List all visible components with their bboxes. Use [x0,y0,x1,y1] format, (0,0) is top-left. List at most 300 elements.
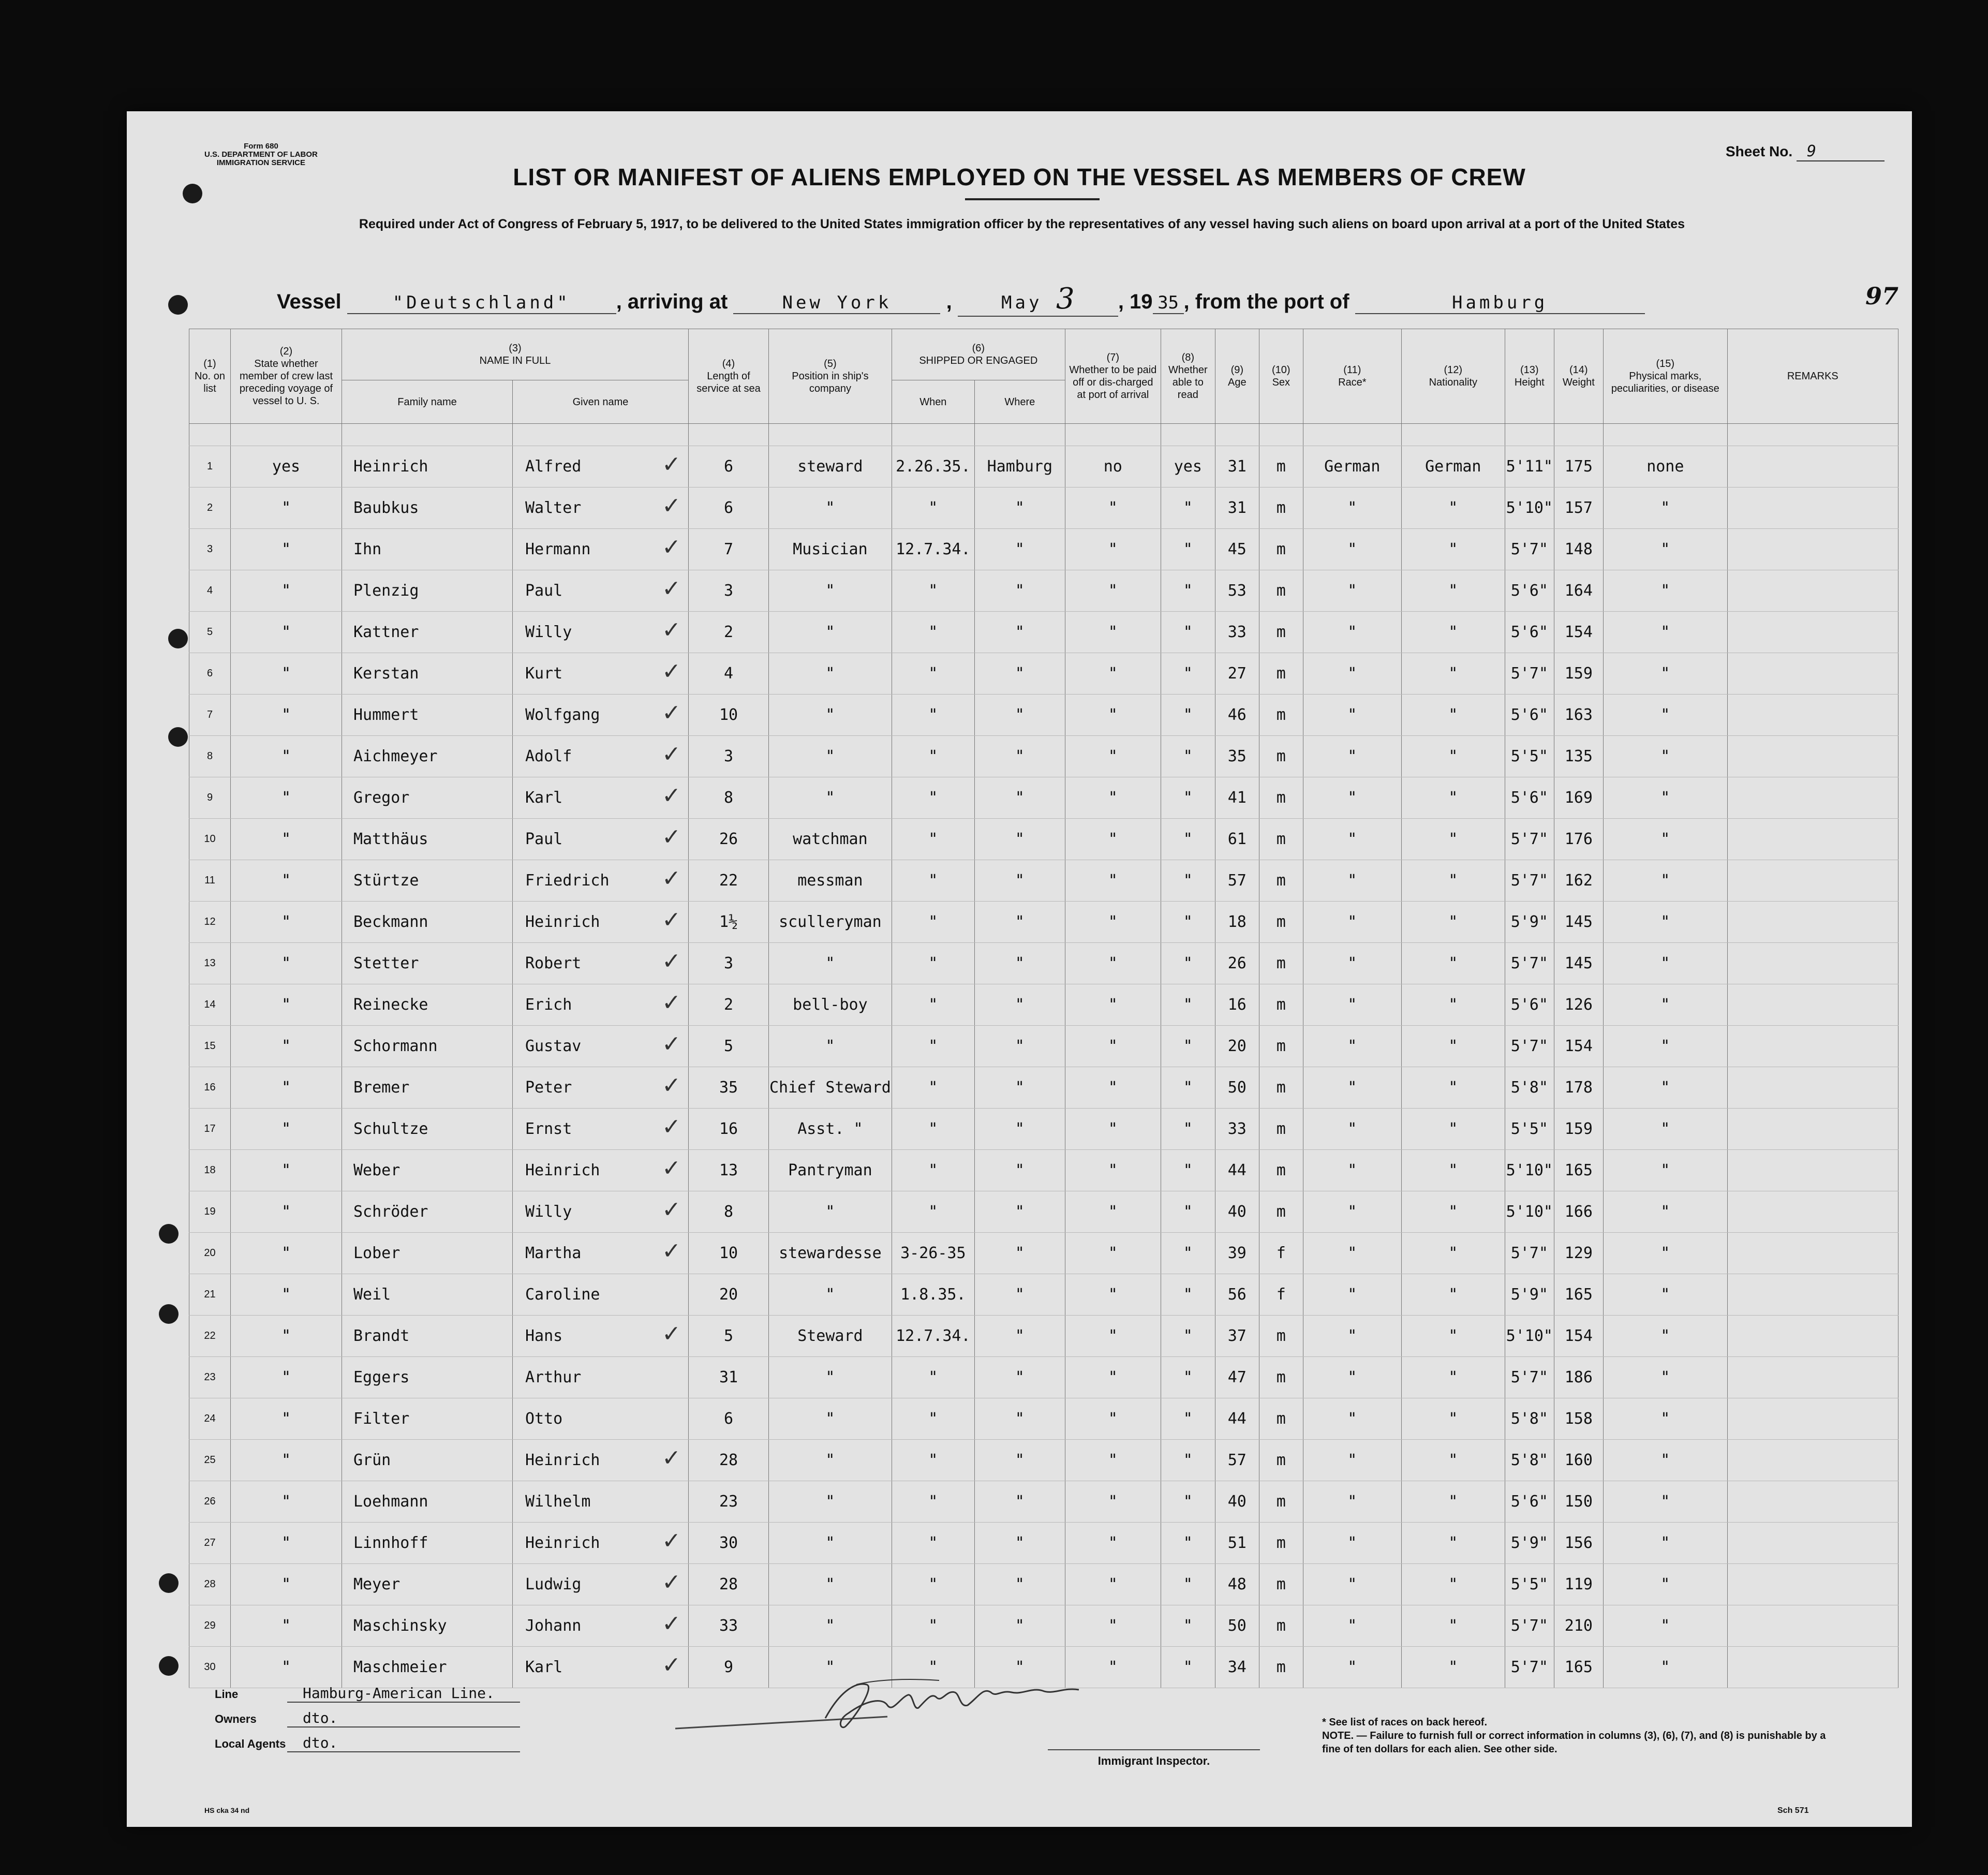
weight: 135 [1554,736,1603,777]
remarks [1727,1316,1898,1357]
col-header-where: Where [974,380,1065,424]
able-to-read: " [1161,1316,1215,1357]
given-name [513,1274,689,1316]
race-footnote: * See list of races on back hereof. [1322,1717,1488,1728]
height: 5'5" [1505,1109,1554,1150]
family-name: Schormann [342,1026,513,1067]
service-length: 22 [689,860,769,902]
table-row [189,1026,1898,1067]
check-mark: ✓ [662,824,681,850]
service-length: 7 [689,529,769,570]
given-name [513,860,689,902]
row-number: 28 [189,1564,231,1605]
race: " [1303,695,1401,736]
sex: m [1259,1150,1303,1191]
col-header-height: (13) Height [1505,329,1554,424]
nationality: " [1401,653,1505,695]
shipped-when: 12.7.34. [892,1316,974,1357]
departure-port: Hamburg [1355,292,1645,314]
able-to-read: " [1161,1233,1215,1274]
paid-off: " [1065,1564,1161,1605]
given-name-text: Willy [525,623,572,641]
inspector-label: Immigrant Inspector. [1097,1754,1210,1767]
shipped-where: " [974,1191,1065,1233]
shipped-when: " [892,612,974,653]
nationality: " [1401,1647,1505,1688]
age: 37 [1215,1316,1259,1357]
print-code: HS cka 34 nd [204,1806,250,1814]
shipped-when: " [892,1647,974,1688]
nationality: " [1401,1523,1505,1564]
shipped-where: " [974,529,1065,570]
header-row [189,329,1898,380]
check-mark: ✓ [662,865,681,892]
sex: m [1259,695,1303,736]
check-mark: ✓ [662,1238,681,1264]
given-name [513,1233,689,1274]
row-number: 13 [189,943,231,984]
given-name [513,1357,689,1398]
previous-voyage: " [231,902,342,943]
given-name-text: Robert [525,954,582,972]
owners-value: dto. [287,1709,520,1728]
check-mark: ✓ [662,575,681,602]
sex: m [1259,943,1303,984]
row-number: 30 [189,1647,231,1688]
physical-marks: " [1603,1274,1727,1316]
service-length: 1½ [689,902,769,943]
service-length: 28 [689,1440,769,1481]
given-name [513,819,689,860]
remarks [1727,1523,1898,1564]
race: " [1303,1398,1401,1440]
shipped-where: " [974,777,1065,819]
physical-marks: " [1603,819,1727,860]
family-name: Weil [342,1274,513,1316]
family-name: Heinrich [342,446,513,488]
age: 44 [1215,1150,1259,1191]
race: " [1303,1067,1401,1109]
col-header-position: (5) Position in ship's company [769,329,892,424]
row-number: 29 [189,1605,231,1647]
able-to-read: " [1161,570,1215,612]
shipped-when: " [892,860,974,902]
family-name: Plenzig [342,570,513,612]
able-to-read: " [1161,736,1215,777]
service-length: 3 [689,570,769,612]
check-mark: ✓ [662,700,681,726]
nationality: " [1401,1109,1505,1150]
nationality: " [1401,1357,1505,1398]
race: " [1303,1191,1401,1233]
table-row [189,1440,1898,1481]
given-name-text: Wilhelm [525,1493,591,1511]
able-to-read: " [1161,902,1215,943]
paid-off: " [1065,819,1161,860]
punch-hole [159,1573,179,1593]
check-mark: ✓ [662,658,681,685]
service-length: 16 [689,1109,769,1150]
table-row [189,984,1898,1026]
row-number: 2 [189,488,231,529]
family-name: Kattner [342,612,513,653]
previous-voyage: " [231,984,342,1026]
table-row [189,653,1898,695]
position: " [769,1523,892,1564]
weight: 154 [1554,1316,1603,1357]
given-name-text: Adolf [525,747,572,765]
agents-value: dto. [287,1734,520,1752]
previous-voyage: " [231,1481,342,1523]
service-length: 10 [689,1233,769,1274]
owners-row [215,1709,520,1734]
inspector-signature [670,1669,1094,1736]
able-to-read: " [1161,488,1215,529]
table-row [189,736,1898,777]
col-header-remarks: REMARKS [1727,329,1898,424]
sex: m [1259,860,1303,902]
age: 53 [1215,570,1259,612]
physical-marks: " [1603,777,1727,819]
col-header-family-name: Family name [342,380,513,424]
family-name: Eggers [342,1357,513,1398]
table-row [189,570,1898,612]
previous-voyage: " [231,488,342,529]
remarks [1727,446,1898,488]
service-length: 30 [689,1523,769,1564]
sex: m [1259,1647,1303,1688]
check-mark: ✓ [662,1528,681,1554]
race: " [1303,1440,1401,1481]
sex: m [1259,1481,1303,1523]
previous-voyage: " [231,1191,342,1233]
age: 46 [1215,695,1259,736]
shipped-when: 2.26.35. [892,446,974,488]
age: 40 [1215,1481,1259,1523]
remarks [1727,653,1898,695]
check-mark: ✓ [662,1652,681,1678]
remarks [1727,902,1898,943]
paid-off: " [1065,695,1161,736]
punch-hole [168,295,188,315]
previous-voyage: " [231,1026,342,1067]
check-mark: ✓ [662,1155,681,1182]
table-row [189,1523,1898,1564]
punch-hole [159,1224,179,1244]
given-name-text: Hermann [525,540,591,558]
given-name [513,1647,689,1688]
row-number: 10 [189,819,231,860]
check-mark: ✓ [662,948,681,975]
service-length: 31 [689,1357,769,1398]
position: " [769,570,892,612]
physical-marks: " [1603,1109,1727,1150]
able-to-read: " [1161,984,1215,1026]
family-name: Lober [342,1233,513,1274]
height: 5'11" [1505,446,1554,488]
table-row [189,777,1898,819]
line-value: Hamburg-American Line. [287,1685,520,1703]
shipped-where: " [974,984,1065,1026]
col-header-sex: (10) Sex [1259,329,1303,424]
arrival-year: 35 [1153,292,1184,314]
sex: m [1259,1191,1303,1233]
position: " [769,1398,892,1440]
weight: 164 [1554,570,1603,612]
given-name [513,695,689,736]
check-mark: ✓ [662,1072,681,1099]
shipped-where: " [974,1605,1065,1647]
height: 5'7" [1505,943,1554,984]
nationality: " [1401,777,1505,819]
position: " [769,1564,892,1605]
row-number: 4 [189,570,231,612]
corner-number: 97 [1865,282,1899,310]
previous-voyage: " [231,1564,342,1605]
position: " [769,695,892,736]
agents-label: Local Agents [215,1737,286,1750]
position: " [769,736,892,777]
given-name [513,736,689,777]
physical-marks: " [1603,653,1727,695]
check-mark: ✓ [662,1031,681,1057]
service-name: IMMIGRATION SERVICE [216,158,305,167]
service-length: 35 [689,1067,769,1109]
paid-off: " [1065,1026,1161,1067]
nationality: " [1401,612,1505,653]
shipped-where: " [974,1316,1065,1357]
service-length: 4 [689,653,769,695]
previous-voyage: " [231,1523,342,1564]
sheet-number-value: 9 [1797,142,1885,161]
shipped-when: " [892,902,974,943]
row-number: 27 [189,1523,231,1564]
weight: 148 [1554,529,1603,570]
physical-marks: " [1603,736,1727,777]
remarks [1727,570,1898,612]
remarks [1727,860,1898,902]
remarks [1727,1647,1898,1688]
weight: 159 [1554,1109,1603,1150]
shipped-where: " [974,1398,1065,1440]
position: " [769,488,892,529]
shipped-when: " [892,1398,974,1440]
family-name: Brandt [342,1316,513,1357]
race: " [1303,570,1401,612]
given-name [513,1026,689,1067]
given-name [513,1481,689,1523]
height: 5'7" [1505,819,1554,860]
col-header-physical-marks: (15) Physical marks, peculiarities, or disease [1603,329,1727,424]
service-length: 23 [689,1481,769,1523]
nationality: " [1401,860,1505,902]
row-number: 5 [189,612,231,653]
paid-off: " [1065,1605,1161,1647]
given-name [513,1316,689,1357]
able-to-read: " [1161,1357,1215,1398]
shipped-when: " [892,695,974,736]
check-mark: ✓ [662,741,681,767]
height: 5'7" [1505,1233,1554,1274]
row-number: 11 [189,860,231,902]
shipped-when: 12.7.34. [892,529,974,570]
remarks [1727,612,1898,653]
position: " [769,1191,892,1233]
shipped-where: " [974,1440,1065,1481]
race: German [1303,446,1401,488]
physical-marks: " [1603,1357,1727,1398]
position: " [769,943,892,984]
position: Steward [769,1316,892,1357]
shipped-when: " [892,943,974,984]
shipped-when: " [892,984,974,1026]
service-length: 33 [689,1605,769,1647]
title-rule [965,198,1100,200]
nationality: " [1401,1605,1505,1647]
family-name: Bremer [342,1067,513,1109]
service-length: 2 [689,612,769,653]
shipped-where: " [974,1067,1065,1109]
inspector-signature-line [1048,1749,1260,1750]
nationality: " [1401,1067,1505,1109]
weight: 150 [1554,1481,1603,1523]
physical-marks: " [1603,1481,1727,1523]
previous-voyage: " [231,695,342,736]
family-name: Schultze [342,1109,513,1150]
col-header-given-name: Given name [513,380,689,424]
physical-marks: " [1603,1316,1727,1357]
given-name-text: Friedrich [525,872,610,890]
given-name [513,488,689,529]
physical-marks: " [1603,488,1727,529]
shipped-where: Hamburg [974,446,1065,488]
punch-hole [168,727,188,747]
check-mark: ✓ [662,1114,681,1140]
paid-off: " [1065,529,1161,570]
sex: m [1259,570,1303,612]
remarks [1727,819,1898,860]
given-name-text: Karl [525,1658,563,1676]
shipped-when: " [892,1605,974,1647]
nationality: " [1401,1150,1505,1191]
previous-voyage: " [231,1316,342,1357]
weight: 158 [1554,1398,1603,1440]
vessel-line: Vessel "Deutschland" , arriving at New York , May 3 , 19 35 , from the port of Hamburg [277,282,1881,317]
age: 27 [1215,653,1259,695]
sex: m [1259,1605,1303,1647]
table-row [189,1191,1898,1233]
given-name-text: Walter [525,499,582,517]
shipped-when: " [892,1523,974,1564]
family-name: Filter [342,1398,513,1440]
check-mark: ✓ [662,783,681,809]
previous-voyage: " [231,1647,342,1688]
col-header-race: (11) Race* [1303,329,1401,424]
age: 44 [1215,1398,1259,1440]
weight: 129 [1554,1233,1603,1274]
race: " [1303,819,1401,860]
given-name-text: Hans [525,1327,563,1345]
shipped-where: " [974,736,1065,777]
weight: 154 [1554,612,1603,653]
weight: 157 [1554,488,1603,529]
able-to-read: " [1161,1109,1215,1150]
paid-off: " [1065,1398,1161,1440]
row-number: 20 [189,1233,231,1274]
race: " [1303,860,1401,902]
row-number: 22 [189,1316,231,1357]
given-name-text: Karl [525,789,563,807]
position: Asst. " [769,1109,892,1150]
family-name: Matthäus [342,819,513,860]
paid-off: " [1065,860,1161,902]
paid-off: " [1065,488,1161,529]
height: 5'5" [1505,1564,1554,1605]
given-name-text: Gustav [525,1037,582,1055]
able-to-read: " [1161,1026,1215,1067]
physical-marks: " [1603,1564,1727,1605]
physical-marks: " [1603,570,1727,612]
given-name [513,943,689,984]
check-mark: ✓ [662,451,681,478]
height: 5'7" [1505,860,1554,902]
weight: 169 [1554,777,1603,819]
service-length: 3 [689,943,769,984]
table-row [189,1109,1898,1150]
age: 48 [1215,1564,1259,1605]
position: " [769,1357,892,1398]
age: 56 [1215,1274,1259,1316]
age: 40 [1215,1191,1259,1233]
position: bell-boy [769,984,892,1026]
paid-off: " [1065,653,1161,695]
shipped-when: " [892,1150,974,1191]
family-name: Grün [342,1440,513,1481]
able-to-read: " [1161,1481,1215,1523]
position: " [769,1647,892,1688]
arrival-port: New York [733,292,940,314]
row-number: 9 [189,777,231,819]
position: " [769,612,892,653]
family-name: Aichmeyer [342,736,513,777]
height: 5'10" [1505,1191,1554,1233]
table-row [189,819,1898,860]
given-name-text: Heinrich [525,1534,600,1552]
nationality: " [1401,1398,1505,1440]
paid-off: " [1065,1523,1161,1564]
previous-voyage: " [231,1274,342,1316]
age: 57 [1215,1440,1259,1481]
weight: 210 [1554,1605,1603,1647]
physical-marks: " [1603,1440,1727,1481]
shipped-where: " [974,1274,1065,1316]
sheet-number-label: Sheet No. [1726,143,1793,159]
table-row [189,1564,1898,1605]
height: 5'10" [1505,1316,1554,1357]
service-length: 8 [689,777,769,819]
previous-voyage: " [231,860,342,902]
position: watchman [769,819,892,860]
remarks [1727,1233,1898,1274]
height: 5'6" [1505,695,1554,736]
service-length: 20 [689,1274,769,1316]
paid-off: " [1065,1316,1161,1357]
previous-voyage: " [231,1398,342,1440]
table-row [189,902,1898,943]
position: " [769,653,892,695]
row-number: 3 [189,529,231,570]
nationality: " [1401,819,1505,860]
